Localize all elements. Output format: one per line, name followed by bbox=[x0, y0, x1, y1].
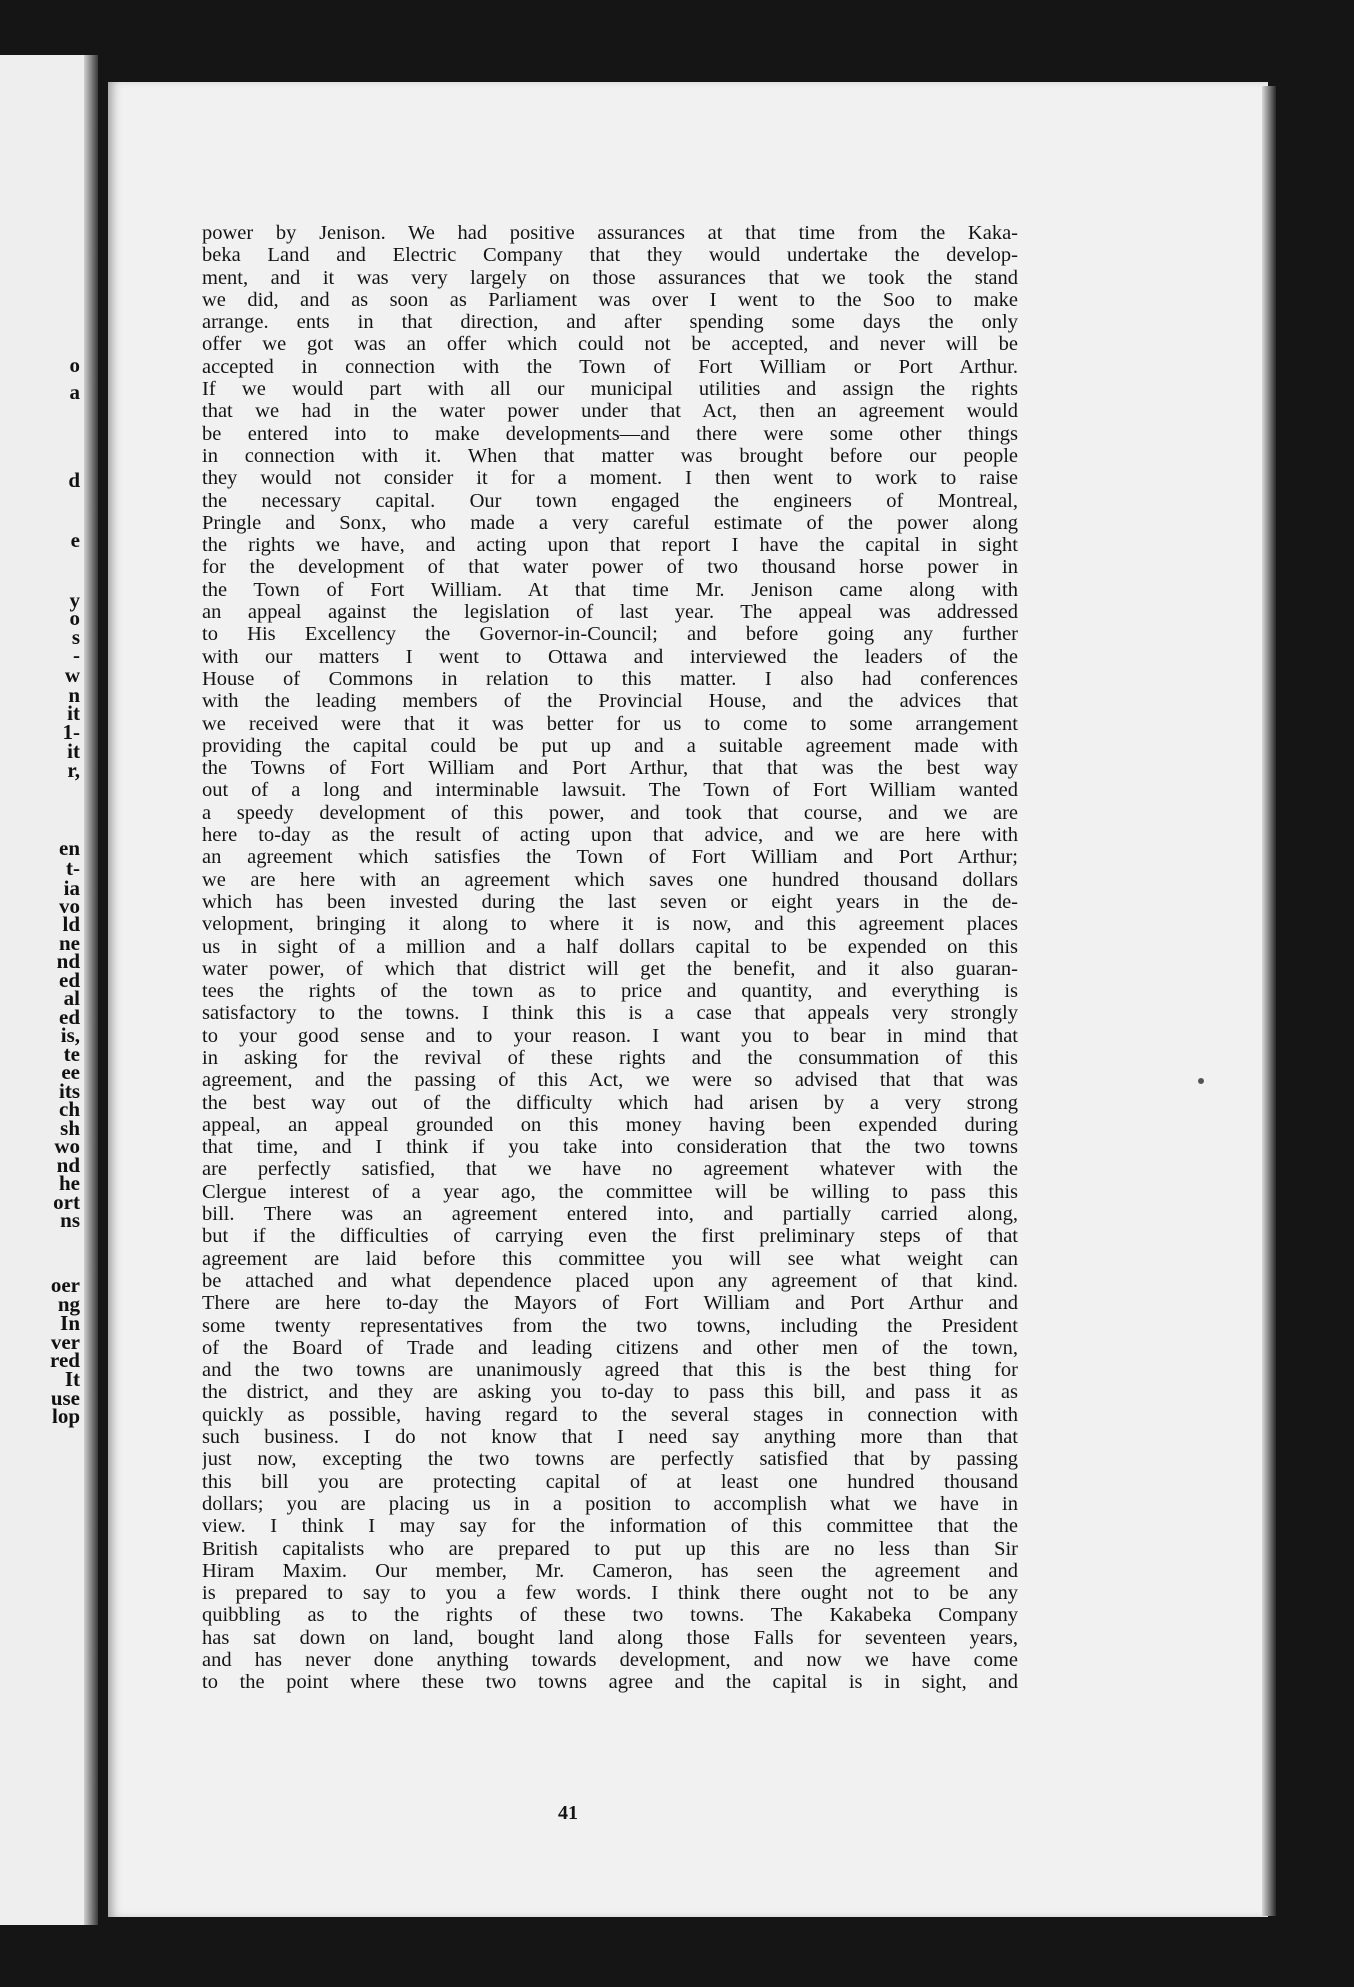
text-line: is prepared to say to you a few words. I think there ought not to be any bbox=[202, 1582, 1018, 1605]
text-line: velopment, bringing it along to where it is now, and this agreement places bbox=[202, 913, 1018, 936]
body-text bbox=[202, 222, 1018, 1694]
left-page-fragment: ns bbox=[60, 1208, 80, 1232]
left-page-fragment: it bbox=[67, 701, 80, 725]
left-page-fragment: t- bbox=[66, 856, 80, 880]
text-line: a speedy development of this power, and took that course, and we are bbox=[202, 801, 1018, 824]
left-page-fragment: r, bbox=[67, 758, 80, 782]
text-line: Hiram Maxim. Our member, Mr. Cameron, has seen the agreement and bbox=[202, 1559, 1018, 1582]
left-page-fragment: he bbox=[59, 1171, 80, 1195]
left-page-fragment: nd bbox=[56, 1153, 80, 1177]
left-page-fragment: ee bbox=[61, 1060, 80, 1084]
text-line: but if the difficulties of carrying even the first preliminary steps of that bbox=[202, 1225, 1018, 1248]
left-page-fragment: o bbox=[69, 353, 80, 377]
text-line: we received were that it was better for us to come to some arrangement bbox=[202, 712, 1018, 735]
text-line: here to-day as the result of acting upon that advice, and we are here with bbox=[202, 824, 1018, 847]
text-line: beka Land and Electric Company that they would undertake the develop- bbox=[202, 244, 1018, 267]
text-line: satisfactory to the towns. I think this is a case that appeals very strongly bbox=[202, 1002, 1018, 1025]
text-line: agreement, and the passing of this Act, we were so advised that that was bbox=[202, 1069, 1018, 1092]
left-page-fragment: s bbox=[71, 625, 80, 649]
text-line: are perfectly satisfied, that we have no agreement whatever with the bbox=[202, 1158, 1018, 1181]
text-line: tees the rights of the town as to price and quantity, and everything is bbox=[202, 980, 1018, 1003]
text-line: arrange. ents in that direction, and after spending some days the only bbox=[202, 311, 1018, 334]
page-edge-shadow bbox=[1262, 86, 1276, 1916]
text-line: to His Excellency the Governor-in-Council; and before going any further bbox=[202, 623, 1018, 646]
left-page-fragment: In bbox=[60, 1311, 80, 1335]
text-line: we did, and as soon as Parliament was over I went to the Soo to make bbox=[202, 288, 1018, 311]
left-page-fragment: ia bbox=[63, 876, 80, 900]
left-page-fragment: lop bbox=[51, 1404, 80, 1428]
text-line: water power, of which that district will get the benefit, and it also guaran- bbox=[202, 957, 1018, 980]
left-page-fragment: red bbox=[50, 1348, 80, 1372]
left-page-fragment: n bbox=[68, 683, 80, 707]
left-page-fragment: nd bbox=[56, 949, 80, 973]
text-line: an agreement which satisfies the Town of Fort William and Port Arthur; bbox=[202, 846, 1018, 869]
text-line: the rights we have, and acting upon that report I have the capital in sight bbox=[202, 534, 1018, 557]
text-line: for the development of that water power of two thousand horse power in bbox=[202, 556, 1018, 579]
text-line: be entered into to make developments—and there were some other things bbox=[202, 422, 1018, 445]
left-page-fragment: its bbox=[59, 1079, 80, 1103]
page-gutter-shadow bbox=[84, 55, 98, 1925]
left-page-fragment: ld bbox=[62, 912, 80, 936]
left-page-fragment: sh bbox=[60, 1116, 80, 1140]
left-page-fragment: ch bbox=[59, 1097, 80, 1121]
text-line: ment, and it was very largely on those assurances that we took the stand bbox=[202, 266, 1018, 289]
text-line: to your good sense and to your reason. I want you to bear in mind that bbox=[202, 1024, 1018, 1047]
page-number: 41 bbox=[558, 1802, 578, 1824]
text-line: that time, and I think if you take into consideration that the two towns bbox=[202, 1136, 1018, 1159]
text-line: offer we got was an offer which could not be accepted, and never will be bbox=[202, 333, 1018, 356]
text-line: agreement are laid before this committee you will see what weight can bbox=[202, 1247, 1018, 1270]
text-line: British capitalists who are prepared to put up this are no less than Sir bbox=[202, 1537, 1018, 1560]
left-page-fragment: al bbox=[63, 986, 80, 1010]
text-line: and the two towns are unanimously agreed that this is the best thing for bbox=[202, 1359, 1018, 1382]
text-line: Pringle and Sonx, who made a very careful estimate of the power along bbox=[202, 511, 1018, 534]
left-page-fragment: vo bbox=[59, 894, 80, 918]
text-line: that we had in the water power under that Act, then an agreement would bbox=[202, 400, 1018, 423]
left-page-fragment: ng bbox=[57, 1292, 80, 1316]
text-line: accepted in connection with the Town of Fort William or Port Arthur. bbox=[202, 355, 1018, 378]
text-line: There are here to-day the Mayors of Fort William and Port Arthur and bbox=[202, 1292, 1018, 1315]
text-line: view. I think I may say for the information of this committee that the bbox=[202, 1515, 1018, 1538]
text-line: quibbling as to the rights of these two towns. The Kakabeka Company bbox=[202, 1604, 1018, 1627]
left-page-fragment: w bbox=[64, 663, 80, 687]
text-line: appeal, an appeal grounded on this money having been expended during bbox=[202, 1113, 1018, 1136]
text-line: the Towns of Fort William and Port Arthur, that that was the best way bbox=[202, 757, 1018, 780]
left-page-fragment: ver bbox=[50, 1330, 80, 1354]
left-page-fragment: wo bbox=[54, 1134, 80, 1158]
text-line: this bill you are protecting capital of at least one hundred thousand bbox=[202, 1470, 1018, 1493]
text-line: Clergue interest of a year ago, the committee will be willing to pass this bbox=[202, 1180, 1018, 1203]
left-page-fragment: use bbox=[50, 1386, 80, 1410]
text-line: in connection with it. When that matter was brought before our people bbox=[202, 444, 1018, 467]
text-line: in asking for the revival of these rights and the consummation of this bbox=[202, 1046, 1018, 1069]
text-line: with our matters I went to Ottawa and interviewed the leaders of the bbox=[202, 645, 1018, 668]
left-page-fragment: a bbox=[69, 380, 80, 404]
text-line: some twenty representatives from the two towns, including the President bbox=[202, 1314, 1018, 1337]
left-page-fragment: te bbox=[63, 1042, 80, 1066]
left-page-fragment: it bbox=[67, 739, 80, 763]
text-line: we are here with an agreement which saves one hundred thousand dollars bbox=[202, 868, 1018, 891]
left-page-fragment: oer bbox=[50, 1273, 80, 1297]
left-page-fragment: is, bbox=[60, 1023, 80, 1047]
left-page-fragment: en bbox=[59, 836, 80, 860]
document-page bbox=[108, 82, 1268, 1917]
text-line: bill. There was an agreement entered into, and partially carried along, bbox=[202, 1203, 1018, 1226]
text-line: the necessary capital. Our town engaged the engineers of Montreal, bbox=[202, 489, 1018, 512]
left-facing-page bbox=[0, 55, 98, 1925]
text-line: and has never done anything towards development, and now we have come bbox=[202, 1649, 1018, 1671]
left-page-fragment: y bbox=[69, 588, 80, 612]
left-page-fragment: ne bbox=[59, 931, 80, 955]
text-line: an appeal against the legislation of last year. The appeal was addressed bbox=[202, 601, 1018, 624]
text-line: the best way out of the difficulty which had arisen by a very strong bbox=[202, 1091, 1018, 1114]
left-page-fragment: e bbox=[70, 528, 80, 552]
text-line: be attached and what dependence placed upon any agreement of that kind. bbox=[202, 1269, 1018, 1292]
text-line: quickly as possible, having regard to the several stages in connection with bbox=[202, 1403, 1018, 1426]
text-line: House of Commons in relation to this matter. I also had conferences bbox=[202, 667, 1018, 690]
text-line: which has been invested during the last seven or eight years in the de- bbox=[202, 890, 1018, 913]
text-line: such business. I do not know that I need say anything more than that bbox=[202, 1426, 1018, 1449]
text-line: with the leading members of the Provincial House, and the advices that bbox=[202, 690, 1018, 713]
text-line: the Town of Fort William. At that time Mr. Jenison came along with bbox=[202, 578, 1018, 601]
text-line: power by Jenison. We had positive assurances at that time from the Kaka- bbox=[202, 222, 1018, 244]
left-page-fragment: d bbox=[68, 468, 80, 492]
scan-speck bbox=[1198, 1078, 1204, 1084]
left-page-fragment: - bbox=[73, 643, 80, 667]
text-line: us in sight of a million and a half dollars capital to be expended on this bbox=[202, 935, 1018, 958]
text-line: of the Board of Trade and leading citizens and other men of the town, bbox=[202, 1336, 1018, 1359]
left-page-fragment: ort bbox=[53, 1190, 80, 1214]
text-line: the district, and they are asking you to-day to pass this bill, and pass it as bbox=[202, 1381, 1018, 1404]
left-page-fragment: It bbox=[64, 1367, 80, 1391]
text-line: to the point where these two towns agree and the capital is in sight, and bbox=[202, 1671, 1018, 1694]
text-line: just now, excepting the two towns are perfectly satisfied that by passing bbox=[202, 1448, 1018, 1471]
left-page-fragment: ed bbox=[59, 1005, 80, 1029]
left-page-fragment: 1- bbox=[62, 720, 80, 744]
text-line: If we would part with all our municipal utilities and assign the rights bbox=[202, 378, 1018, 401]
left-page-fragment: ed bbox=[59, 968, 80, 992]
left-page-fragment: o bbox=[69, 606, 80, 630]
text-line: out of a long and interminable lawsuit. The Town of Fort William wanted bbox=[202, 779, 1018, 802]
text-line: providing the capital could be put up and a suitable agreement made with bbox=[202, 734, 1018, 757]
text-line: they would not consider it for a moment. I then went to work to raise bbox=[202, 467, 1018, 490]
text-line: has sat down on land, bought land along those Falls for seventeen years, bbox=[202, 1626, 1018, 1649]
text-line: dollars; you are placing us in a position to accomplish what we have in bbox=[202, 1492, 1018, 1515]
